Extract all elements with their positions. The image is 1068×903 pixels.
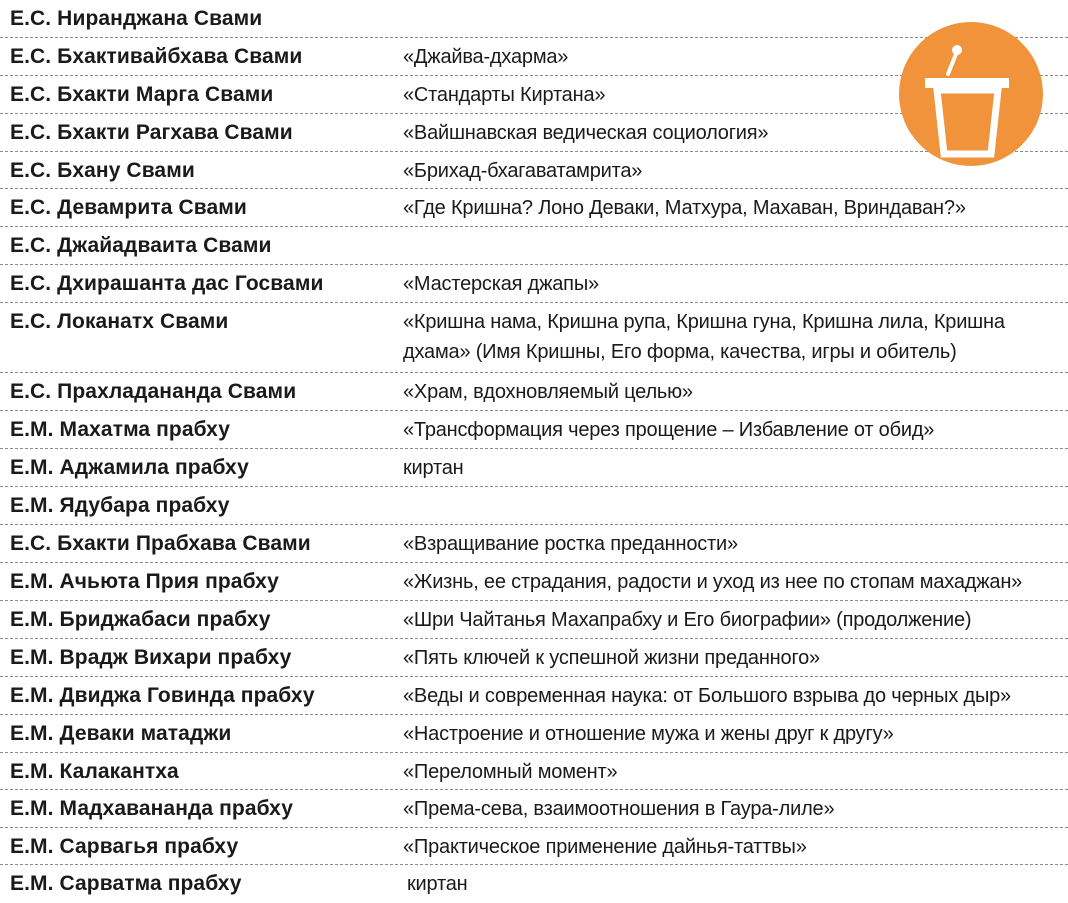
- speaker-name: Е.С. Бхакти Марга Свами: [10, 83, 274, 106]
- lecture-topic: [403, 0, 1053, 4]
- table-row: [0, 524, 1068, 562]
- lecture-topic: [403, 227, 1053, 231]
- table-row: [0, 864, 1068, 900]
- table-row: [0, 264, 1068, 302]
- speaker-name: Е.С. Дхирашанта дас Госвами: [10, 272, 324, 295]
- speaker-name: Е.М. Бриджабаси прабху: [10, 608, 271, 631]
- lecture-topic: киртан: [407, 873, 468, 895]
- table-row: [0, 638, 1068, 676]
- table-row: [0, 448, 1068, 486]
- lecture-topic: «Вайшнавская ведическая социология»: [403, 122, 769, 144]
- speaker-name: Е.С. Бхактивайбхава Свами: [10, 45, 303, 68]
- table-row: [0, 486, 1068, 524]
- speaker-name: Е.С. Прахладананда Свами: [10, 380, 297, 403]
- speaker-name: Е.С. Бхану Свами: [10, 159, 195, 182]
- speaker-name: Е.С. Джайадваита Свами: [10, 234, 272, 257]
- lecture-topic: [403, 487, 1053, 491]
- speaker-name: Е.М. Ядубара прабху: [10, 494, 230, 517]
- table-row: [0, 302, 1068, 372]
- lecture-topic: «Брихад-бхагаватамрита»: [403, 160, 643, 182]
- lecture-topic: «Настроение и отношение мужа и жены друг к другу»: [403, 723, 894, 745]
- table-row: [0, 226, 1068, 264]
- lectern-microphone-icon: [899, 22, 1043, 166]
- lecture-topic: «Где Кришна? Лоно Деваки, Матхура, Махаван, Вриндаван?»: [403, 197, 966, 219]
- lecture-topic: «Веды и современная наука: от Большого взрыва до черных дыр»: [403, 685, 1011, 707]
- table-row: [0, 562, 1068, 600]
- lecture-topic: «Храм, вдохновляемый целью»: [403, 381, 693, 403]
- lecture-topic: «Стандарты Киртана»: [403, 84, 606, 106]
- speaker-name: Е.М. Аджамила прабху: [10, 456, 249, 479]
- speaker-name: Е.С. Бхакти Рагхава Свами: [10, 121, 293, 144]
- lecture-topic: «Трансформация через прощение – Избавление от обид»: [403, 419, 935, 441]
- lecture-topic: киртан: [403, 457, 464, 479]
- table-row: [0, 752, 1068, 790]
- lecture-topic: «Према-сева, взаимоотношения в Гаура-лиле»: [403, 798, 835, 820]
- table-row: [0, 789, 1068, 827]
- speaker-name: Е.М. Врадж Вихари прабху: [10, 646, 292, 669]
- lecture-topic: «Взращивание ростка преданности»: [403, 533, 738, 555]
- table-row: [0, 372, 1068, 410]
- speaker-name: Е.М. Сарватма прабху: [10, 872, 242, 895]
- speaker-name: Е.М. Калакантха: [10, 760, 179, 783]
- lecture-topic: «Джайва-дхарма»: [403, 46, 569, 68]
- speaker-name: Е.С. Девамрита Свами: [10, 196, 247, 219]
- speaker-name: Е.М. Ачьюта Прия прабху: [10, 570, 279, 593]
- lecture-topic: «Мастерская джапы»: [403, 273, 599, 295]
- speaker-name: Е.М. Двиджа Говинда прабху: [10, 684, 315, 707]
- table-row: [0, 714, 1068, 752]
- lecture-topic: «Шри Чайтанья Махапрабху и Его биографии» (продолжение): [403, 609, 972, 631]
- speaker-name: Е.М. Махатма прабху: [10, 418, 231, 441]
- table-row: [0, 410, 1068, 448]
- lecture-topic: «Кришна нама, Кришна рупа, Кришна гуна, Кришна лила, Кришна дхама» (Имя Кришны, Его форма, качества, игры и обитель): [403, 311, 1005, 363]
- lecture-topic: «Пять ключей к успешной жизни преданного»: [403, 647, 820, 669]
- table-row: [0, 676, 1068, 714]
- table-row: [0, 188, 1068, 226]
- speaker-name: Е.С. Локанатх Свами: [10, 310, 229, 333]
- speaker-name: Е.С. Ниранджана Свами: [10, 7, 263, 30]
- speaker-name: Е.С. Бхакти Прабхава Свами: [10, 532, 311, 555]
- lecture-topic: «Жизнь, ее страдания, радости и уход из нее по стопам махаджан»: [403, 571, 1023, 593]
- speaker-name: Е.М. Сарвагья прабху: [10, 835, 239, 858]
- lecture-topic: «Переломный момент»: [403, 761, 618, 783]
- lecture-topic: «Практическое применение дайнья-таттвы»: [403, 836, 807, 858]
- speaker-name: Е.М. Мадхавананда прабху: [10, 797, 293, 820]
- table-row: [0, 827, 1068, 865]
- table-row: [0, 600, 1068, 638]
- speaker-name: Е.М. Деваки матаджи: [10, 722, 232, 745]
